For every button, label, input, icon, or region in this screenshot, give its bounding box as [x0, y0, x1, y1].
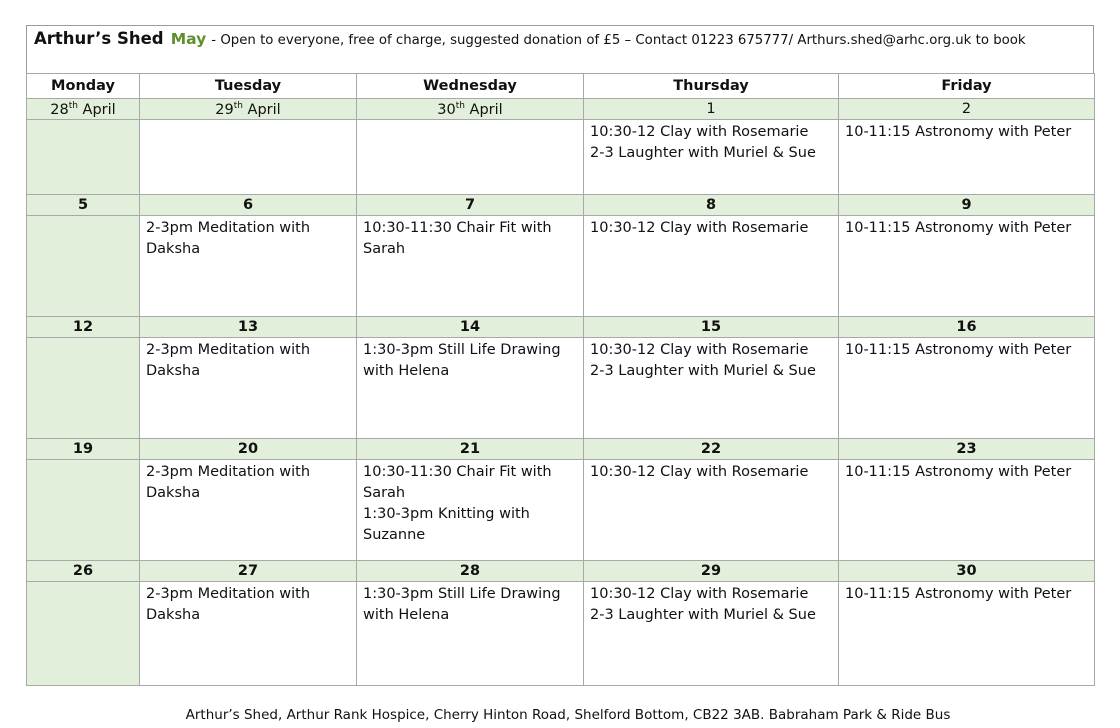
- date-ordinal-suffix: th: [68, 100, 78, 111]
- date-number: 29: [215, 101, 234, 118]
- event-cell-wednesday: 1:30-3pm Still Life Drawing with Helena: [357, 582, 584, 686]
- event-cell-friday: 10-11:15 Astronomy with Peter: [839, 120, 1095, 195]
- event-cell-monday: [27, 120, 140, 195]
- footer-address: Arthur’s Shed, Arthur Rank Hospice, Cherry Hinton Road, Shelford Bottom, CB22 3AB. Babraham Park & Ride Bus: [185, 707, 951, 723]
- date-row: [27, 317, 1095, 338]
- event-cell-friday: 10-11:15 Astronomy with Peter: [839, 582, 1095, 686]
- event-cell-tuesday: 2-3pm Meditation with Daksha: [140, 582, 357, 686]
- header-line: [34, 29, 1026, 48]
- calendar-table: [26, 73, 1095, 686]
- date-month: April: [242, 101, 281, 118]
- date-cell-wednesday: [357, 439, 584, 460]
- date-row: [27, 195, 1095, 216]
- weekday-thursday: Thursday: [584, 74, 839, 99]
- weekday-monday: Monday: [27, 74, 140, 99]
- date-number: 23: [956, 441, 977, 457]
- events-row: [27, 582, 1095, 686]
- event-cell-friday: 10-11:15 Astronomy with Peter: [839, 460, 1095, 561]
- date-cell-wednesday: [357, 195, 584, 216]
- weekday-wednesday: Wednesday: [357, 74, 584, 99]
- date-number: 2: [961, 101, 972, 117]
- date-number: 1: [706, 101, 716, 117]
- event-cell-thursday: 10:30-12 Clay with Rosemarie: [584, 460, 839, 561]
- events-row: [27, 338, 1095, 439]
- date-number: 29: [700, 563, 722, 579]
- weekday-tuesday: Tuesday: [140, 74, 357, 99]
- event-cell-thursday: 10:30-12 Clay with Rosemarie 2-3 Laughter with Muriel & Sue: [584, 338, 839, 439]
- date-cell-monday: [27, 195, 140, 216]
- date-number: 22: [700, 441, 722, 457]
- event-cell-wednesday: [357, 120, 584, 195]
- date-number: 21: [459, 441, 481, 457]
- date-cell-thursday: [584, 561, 839, 582]
- date-number: 8: [705, 197, 717, 213]
- date-cell-tuesday: [140, 195, 357, 216]
- event-cell-thursday: 10:30-12 Clay with Rosemarie 2-3 Laughter with Muriel & Sue: [584, 120, 839, 195]
- date-number: 15: [700, 319, 722, 335]
- brand-title: Arthur’s Shed: [34, 29, 164, 48]
- date-number: 28: [50, 101, 69, 118]
- date-ordinal-suffix: th: [233, 100, 243, 111]
- event-cell-tuesday: 2-3pm Meditation with Daksha: [140, 216, 357, 317]
- event-cell-monday: [27, 338, 140, 439]
- date-cell-wednesday: [357, 317, 584, 338]
- calendar-body: [27, 99, 1095, 686]
- date-cell-thursday: [584, 317, 839, 338]
- date-cell-friday: [839, 439, 1095, 460]
- date-row: [27, 439, 1095, 460]
- date-number: 26: [72, 563, 94, 579]
- contact-info: - Open to everyone, free of charge, suggested donation of £5 – Contact 01223 675777/ Arthurs.shed@arhc.org.uk to book: [211, 33, 1026, 48]
- event-cell-wednesday: 10:30-11:30 Chair Fit with Sarah: [357, 216, 584, 317]
- date-cell-friday: [839, 195, 1095, 216]
- date-number: 27: [237, 563, 259, 579]
- event-cell-tuesday: [140, 120, 357, 195]
- date-cell-friday: [839, 561, 1095, 582]
- date-cell-thursday: [584, 439, 839, 460]
- event-cell-monday: [27, 582, 140, 686]
- date-cell-thursday: [584, 99, 839, 120]
- event-cell-thursday: 10:30-12 Clay with Rosemarie: [584, 216, 839, 317]
- events-row: [27, 460, 1095, 561]
- date-row: [27, 99, 1095, 120]
- date-number: 30: [437, 101, 456, 118]
- date-number: 14: [459, 319, 481, 335]
- date-cell-thursday: [584, 195, 839, 216]
- date-cell-monday: [27, 317, 140, 338]
- date-number: 6: [242, 197, 254, 213]
- event-cell-tuesday: 2-3pm Meditation with Daksha: [140, 338, 357, 439]
- date-cell-wednesday: [357, 561, 584, 582]
- date-number: 28: [459, 563, 481, 579]
- date-cell-monday: [27, 99, 140, 120]
- event-cell-wednesday: 10:30-11:30 Chair Fit with Sarah 1:30-3pm Knitting with Suzanne: [357, 460, 584, 561]
- date-number: 5: [77, 197, 89, 213]
- date-ordinal-suffix: th: [455, 100, 465, 111]
- date-number: 30: [956, 563, 977, 579]
- events-row: [27, 120, 1095, 195]
- date-number: 9: [961, 197, 972, 213]
- header-box: [26, 25, 1094, 73]
- date-cell-monday: [27, 561, 140, 582]
- date-number: 7: [464, 197, 476, 213]
- date-cell-tuesday: [140, 99, 357, 120]
- weekday-friday: Friday: [839, 74, 1095, 99]
- date-number: 19: [72, 441, 94, 457]
- event-cell-friday: 10-11:15 Astronomy with Peter: [839, 216, 1095, 317]
- date-cell-tuesday: [140, 317, 357, 338]
- date-number: 20: [237, 441, 259, 457]
- event-cell-friday: 10-11:15 Astronomy with Peter: [839, 338, 1095, 439]
- date-number: 13: [237, 319, 259, 335]
- event-cell-monday: [27, 460, 140, 561]
- date-number: 16: [956, 319, 977, 335]
- date-month: April: [77, 101, 116, 118]
- date-cell-friday: [839, 317, 1095, 338]
- event-cell-monday: [27, 216, 140, 317]
- event-cell-tuesday: 2-3pm Meditation with Daksha: [140, 460, 357, 561]
- date-cell-tuesday: [140, 561, 357, 582]
- event-cell-wednesday: 1:30-3pm Still Life Drawing with Helena: [357, 338, 584, 439]
- date-cell-wednesday: [357, 99, 584, 120]
- events-row: [27, 216, 1095, 317]
- date-cell-friday: [839, 99, 1095, 120]
- date-number: 12: [72, 319, 94, 335]
- date-row: [27, 561, 1095, 582]
- date-cell-monday: [27, 439, 140, 460]
- date-month: April: [464, 101, 503, 118]
- event-cell-thursday: 10:30-12 Clay with Rosemarie 2-3 Laughter with Muriel & Sue: [584, 582, 839, 686]
- weekday-header-row: [27, 74, 1095, 99]
- date-cell-tuesday: [140, 439, 357, 460]
- month-label: May: [170, 30, 207, 48]
